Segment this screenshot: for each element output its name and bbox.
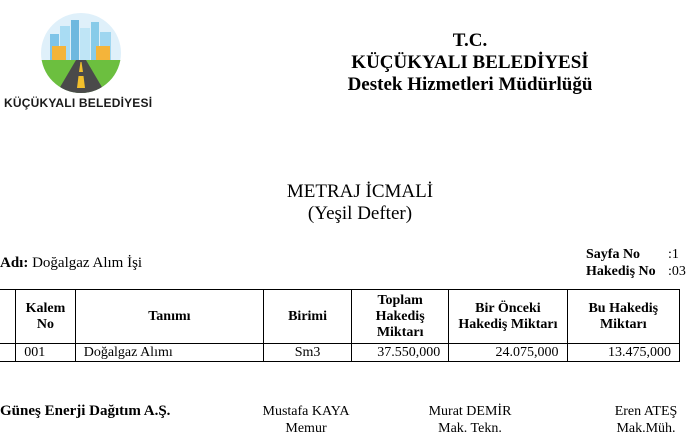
signature-role: Mak.Müh. — [616, 421, 676, 436]
signature-name: Murat DEMİR — [428, 404, 512, 419]
document-meta — [586, 246, 686, 280]
col-header-onceki: Bir Önceki Hakediş Miktarı — [449, 290, 567, 344]
document-title — [250, 181, 470, 225]
document-header — [300, 30, 640, 96]
work-name-value: Doğalgaz Alım İşi — [32, 255, 143, 271]
municipality-logo — [40, 12, 122, 94]
signature-block — [576, 403, 700, 437]
col-header-birimi: Birimi — [264, 290, 352, 344]
page-no-value: :1 — [668, 247, 679, 262]
summary-table — [0, 289, 680, 362]
cell-kalem: 001 — [16, 344, 75, 362]
cell-onceki: 24.075,000 — [449, 344, 567, 362]
cell-tanimi: Doğalgaz Alımı — [75, 344, 263, 362]
signature-role: Mak. Tekn. — [438, 421, 502, 436]
signature-name: Mustafa KAYA — [262, 404, 350, 419]
signature-block — [400, 403, 540, 437]
header-line-department: Destek Hizmetleri Müdürlüğü — [347, 74, 593, 95]
col-header-kalem: Kalem No — [16, 290, 75, 344]
signature-block — [236, 403, 376, 437]
work-name — [0, 255, 142, 272]
header-line-municipality: KÜÇÜKYALI BELEDİYESİ — [351, 52, 589, 73]
progress-no-label: Hakediş No — [586, 264, 656, 279]
title-sub: (Yeşil Defter) — [307, 203, 413, 224]
title-main: METRAJ İCMALİ — [286, 181, 434, 202]
cell-birimi: Sm3 — [264, 344, 352, 362]
col-header-0 — [0, 290, 16, 344]
work-name-label: Adı: — [0, 255, 29, 271]
cell-toplam: 37.550,000 — [352, 344, 449, 362]
col-header-bu: Bu Hakediş Miktarı — [567, 290, 679, 344]
cell-bu: 13.475,000 — [567, 344, 679, 362]
table-header-row — [0, 290, 680, 344]
progress-no-value: :03 — [668, 264, 686, 279]
page-no-label: Sayfa No — [586, 247, 641, 262]
signature-name: Eren ATEŞ — [614, 404, 678, 419]
col-header-toplam: Toplam Hakediş Miktarı — [352, 290, 449, 344]
table-row — [0, 344, 680, 362]
col-header-tanimi: Tanımı — [75, 290, 263, 344]
signature-role: Memur — [285, 421, 327, 436]
header-line-tc: T.C. — [452, 30, 488, 51]
logo-text: KÜÇÜKYALI BELEDİYESİ — [4, 96, 153, 110]
signature-company: Güneş Enerji Dağıtım A.Ş. — [0, 403, 171, 419]
cell-col0 — [0, 344, 16, 362]
